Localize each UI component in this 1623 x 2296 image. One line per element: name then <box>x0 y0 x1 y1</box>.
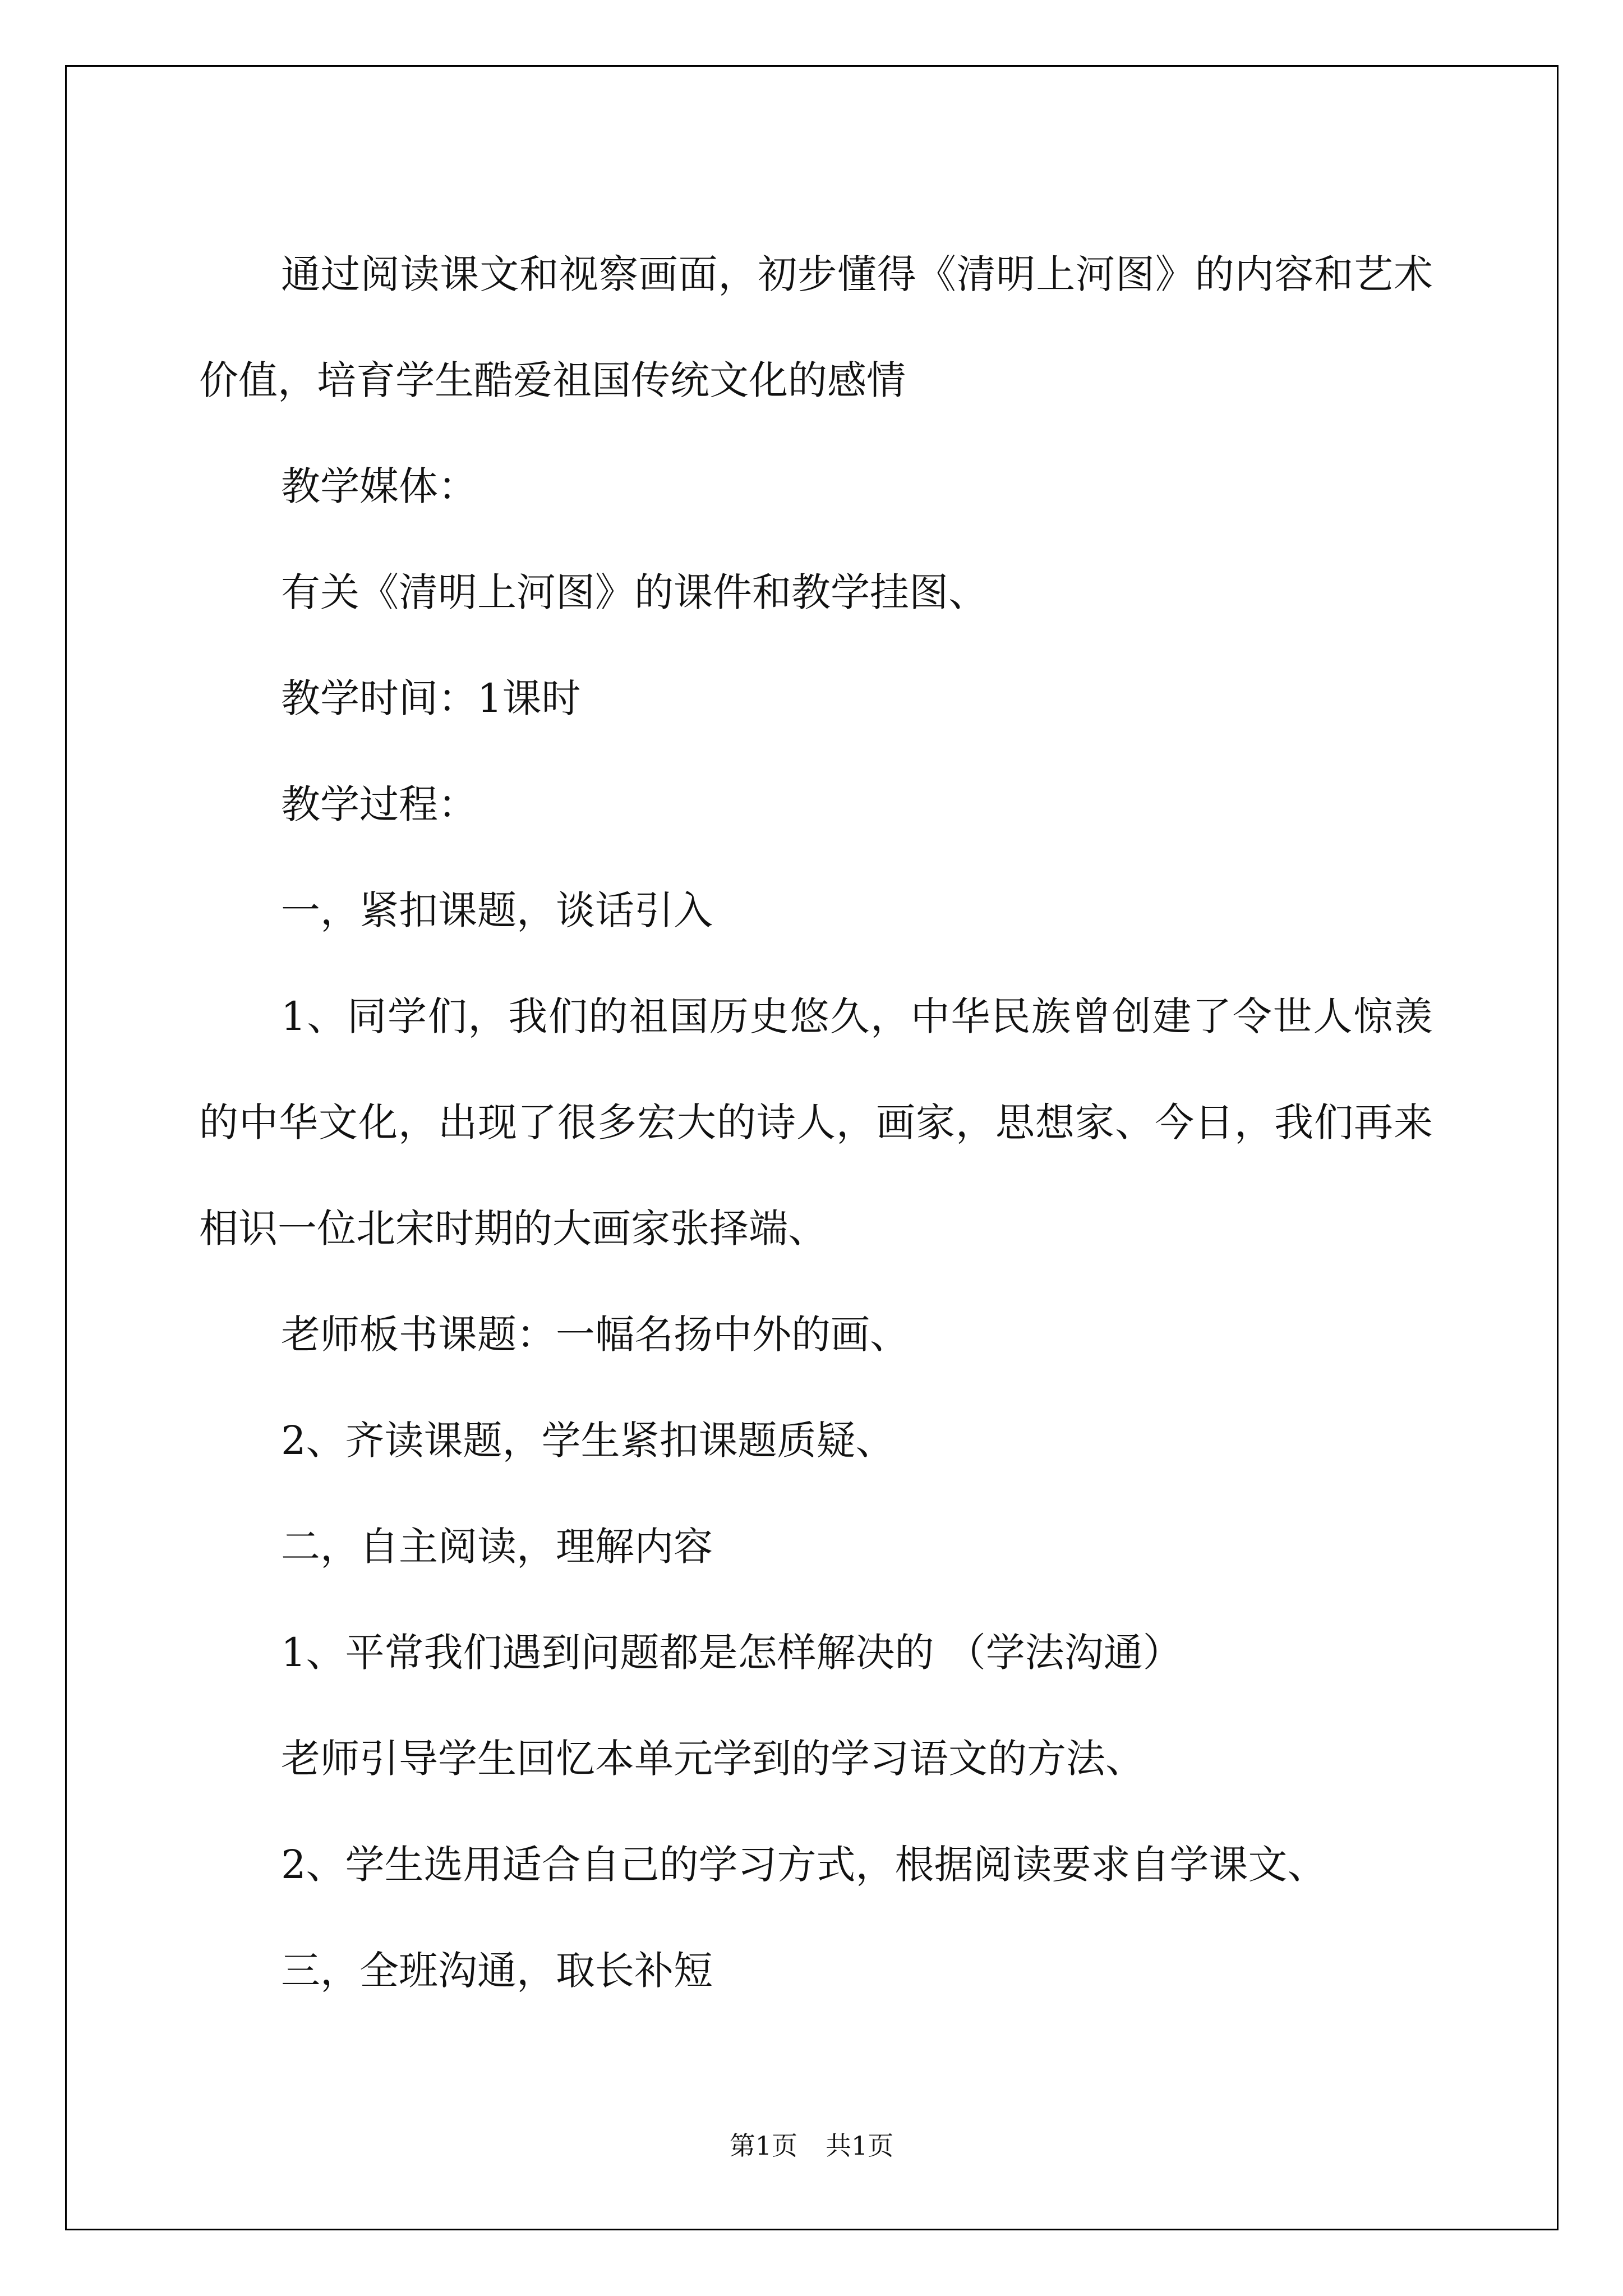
section-heading-one: 一，紧扣课题，谈话引入 <box>281 887 713 933</box>
paragraph-time: 教学时间：1课时 <box>281 675 581 721</box>
paragraph-read-title: 2、齐读课题，学生紧扣课题质疑、 <box>281 1418 895 1464</box>
section-heading-two: 二，自主阅读，理解内容 <box>281 1524 713 1570</box>
section-heading-three: 三，全班沟通，取长补短 <box>281 1948 713 1994</box>
paragraph-media-heading: 教学媒体： <box>281 463 477 509</box>
paragraph-board-title: 老师板书课题：一幅名扬中外的画、 <box>281 1312 909 1358</box>
page-footer <box>0 2125 1623 2162</box>
page-number: 第1页 <box>729 2131 797 2161</box>
paragraph-self-study: 2、学生选用适合自己的学习方式，根据阅读要求自学课文、 <box>281 1842 1327 1888</box>
paragraph-intro: 1、同学们，我们的祖国历史悠久，中华民族曾创建了令世人惊羡的中华文化，出现了很多宏大的诗人，画家，思想家、今日，我们再来相识一位北宋时期的大画家张择端、 <box>199 993 1433 1251</box>
paragraph-media: 有关《清明上河图》的课件和教学挂图、 <box>281 569 988 615</box>
page-total: 共1页 <box>826 2131 894 2161</box>
paragraph-objective: 通过阅读课文和视察画面，初步懂得《清明上河图》的内容和艺术价值，培育学生酷爱祖国传统文化的感情 <box>199 251 1433 403</box>
document-body <box>199 222 1433 2024</box>
paragraph-process-heading: 教学过程： <box>281 781 477 827</box>
paragraph-problem-solving: 1、平常我们遇到问题都是怎样解决的 （学法沟通） <box>281 1630 1182 1676</box>
paragraph-recall: 老师引导学生回忆本单元学到的学习语文的方法、 <box>281 1736 1145 1782</box>
